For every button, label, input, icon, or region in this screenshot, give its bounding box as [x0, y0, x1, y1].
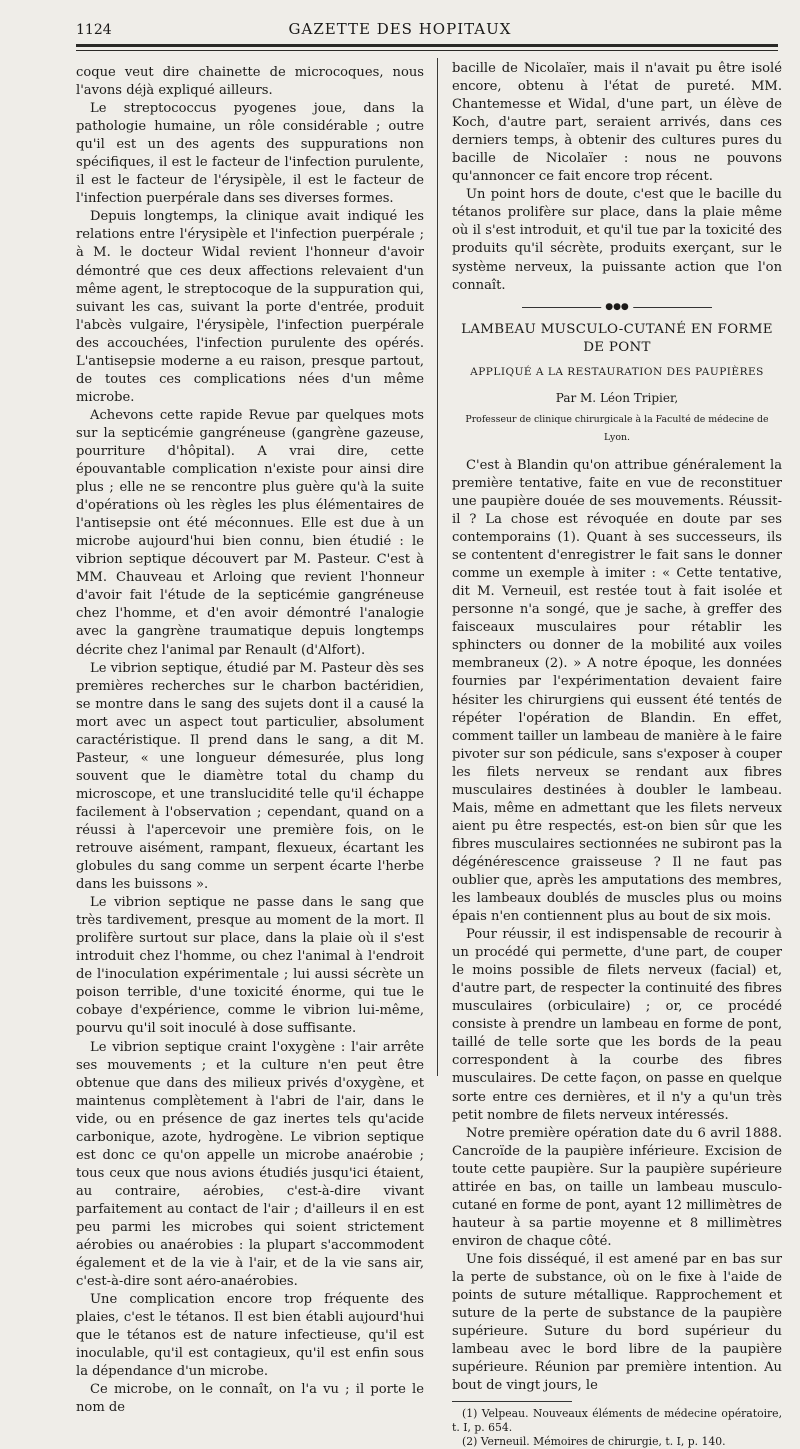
paragraph: Une complication encore trop fréquente des plaies, c'est le tétanos. Il est bien établi aujourd'hui que le tétanos est de nature infectieuse, qu'il est inoculable, qu'il est contagieux, qu'il est enfin sous la dépendance d'un microbe. — [76, 1292, 424, 1380]
ornament-glyph: ●●● — [601, 303, 633, 311]
paragraph: Le vibrion septique craint l'oxygène : l'air arrête ses mouvements ; et la culture n'en peut être obtenue que dans des milieux privés d'oxygène, et maintenus complètement à l'abri de l'air, dans le vide, ou en présence de gaz inertes tels qu'acide carbonique, azote, hydrogène. Le vibrion septique est donc ce qu'on appelle un microbe anaérobie ; tous ceux que nous avions étudiés jusqu'ici étaient, au contraire, aérobies, c'est-à-dire vivant parfaitement au contact de l'air ; d'ailleurs il en est peu parmi les microbes qui soient strictement aérobies ou anaérobies : la plupart s'accommodent également et de la vie à l'air, et de la vie sans air, c'est-à-dire sont aéro-anaérobies. — [76, 1039, 424, 1290]
page-number: 1124 — [76, 22, 112, 38]
paragraph: Pour réussir, il est indispensable de recourir à un procédé qui permette, d'une part, de couper le moins possible de filets nerveux (facial) et, d'autre part, de respecter la continuité des fibres musculaires (orbiculaire) ; or, ce procédé consiste à prendre un lambeau en forme de pont, taillé de telle sorte que les bords de la peau correspondent à la courbe des fibres musculaires. De cette façon, on passe en quelque sorte entre ces dernières, et il n'y a qu'un très petit nombre de filets nerveux intéressés. — [452, 927, 782, 1123]
article-author: Par M. Léon Tripier, — [555, 390, 679, 405]
header-rule-thin — [76, 50, 778, 51]
article-title: LAMBEAU MUSCULO-CUTANÉ EN FORME DE PONT — [461, 321, 773, 355]
header-rule-thick — [76, 44, 778, 47]
left-column — [76, 64, 424, 1418]
paragraph: Le vibrion septique ne passe dans le sang que très tardivement, presque au moment de la mort. Il prolifère surtout sur place, dans la plaie où il s'est introduit chez l'homme, ou chez l'animal à l'endroit de l'inoculation expérimentale ; lui aussi sécrète un poison terrible, d'une toxicité énorme, qui tue le cobaye d'expérience, comme le vibrion lui-même, pourvu qu'il soit inoculé à dose suffisante. — [76, 895, 424, 1037]
paragraph: Le vibrion septique, étudié par M. Pasteur dès ses premières recherches sur le charbon bactéridien, se montre dans le sang des sujets dont il a causé la mort avec un aspect tout particulier, absolument caractéristique. Il prend dans le sang, a dit M. Pasteur, « une longueur démesurée, plus long souvent que le diamètre total du champ du microscope, et une translucidité telle qu'il échappe facilement à l'observation ; cependant, quand on a réussi à l'apercevoir une première fois, on le retrouve aisément, rampant, flexueux, écartant les globules du sang comme un serpent écarte l'herbe dans les buissons ». — [76, 660, 424, 893]
paragraph: bacille de Nicolaïer, mais il n'avait pu être isolé encore, obtenu à l'état de pureté. MM. Chantemesse et Widal, d'une part, un élève de Koch, d'autre part, seraient arrivés, dans ces derniers temps, à obtenir des cultures pures du bacille de Nicolaïer : nous ne pouvons qu'annoncer ce fait encore trop récent. — [452, 61, 782, 185]
author-affiliation: Professeur de clinique chirurgicale à la Faculté de médecine de Lyon. — [465, 413, 769, 443]
paragraph: C'est à Blandin qu'on attribue généralement la première tentative, faite en vue de reconstituer une paupière douée de ses mouvements. Réussit-il ? La chose est révoquée en doute par ses contemporains (1). Quant à ses successeurs, ils se contentent d'enregistrer le fait sans le donner comme un exemple à imiter : « Cette tentative, dit M. Verneuil, est restée tout à fait isolée et personne n'a songé, que je sache, à greffer des faisceaux musculaires pour rétablir les sphincters ou donner de la mobilité aux voiles membraneux (2). » A notre époque, les données fournies par l'expérimentation devaient faire hésiter les chirurgiens qui eussent été tentés de répéter l'opération de Blandin. En effet, comment tailler un lambeau de manière à le faire pivoter sur son pédicule, sans s'exposer à couper les filets nerveux se rendant aux fibres musculaires destinées à doubler le lambeau. Mais, même en admettant que les filets nerveux aient pu être respectés, est-on bien sûr que les fibres musculaires sectionnées ne subiront pas la dégénérescence graisseuse ? Il ne faut pas oublier que, après les amputations des membres, les lambeaux doublés de muscles plus ou moins épais n'en contiennent plus au bout de six mois. — [452, 457, 782, 925]
article-subtitle: APPLIQUÉ A LA RESTAURATION DES PAUPIÈRES — [470, 365, 764, 378]
column-divider — [437, 58, 438, 1076]
footnote: (2) Verneuil. Mémoires de chirurgie, t. I, p. 140. — [462, 1435, 726, 1449]
paragraph: Un point hors de doute, c'est que le bacille du tétanos prolifère sur place, dans la plaie même où il s'est introduit, et qu'il tue par la toxicité des produits qu'il sécrète, produits exerçant, sur le système nerveux, la puissante action que l'on connaît. — [452, 187, 782, 293]
footnote-rule — [452, 1401, 572, 1402]
paragraph: Ce microbe, on le connaît, on l'a vu ; il porte le nom de — [76, 1382, 424, 1416]
paragraph: coque veut dire chainette de microcoques, nous l'avons déjà expliqué ailleurs. — [76, 65, 424, 99]
paragraph: Notre première opération date du 6 avril 1888. Cancroïde de la paupière inférieure. Excision de toute cette paupière. Sur la paupière supérieure attirée en bas, on taille un lambeau musculo-cutané en forme de pont, ayant 12 millimètres de hauteur à sa partie moyenne et 8 millimètres environ de chaque côté. — [452, 1125, 782, 1249]
paragraph: Achevons cette rapide Revue par quelques mots sur la septicémie gangréneuse (gangrène gazeuse, pourriture d'hôpital). A vrai dire, cette épouvantable complication n'existe pour ainsi dire plus ; elle ne se rencontre plus guère qu'à la suite d'opérations où les règles les plus élémentaires de l'antisepsie ont été méconnues. Elle est due à un microbe aujourd'hui bien connu, bien étudié : le vibrion septique découvert par M. Pasteur. C'est à MM. Chauveau et Arloing que revient l'honneur d'avoir fait l'étude de la septicémie gangréneuse chez l'homme, et d'en avoir démontré l'analogie avec la gangrène traumatique depuis longtemps décrite chez l'animal par Renault (d'Alfort). — [76, 407, 424, 658]
paragraph: Le streptococcus pyogenes joue, dans la pathologie humaine, un rôle considérable ; outre qu'il est un des agents des suppurations non spécifiques, il est le facteur de l'infection purulente, il est le facteur de l'érysipèle, il est le facteur de l'infection puerpérale dans ses diverses formes. — [76, 101, 424, 207]
right-column — [452, 60, 782, 1449]
paragraph: Une fois disséqué, il est amené par en bas sur la perte de substance, où on le fixe à l'aide de points de suture métallique. Rapprochement et suture de la perte de substance de la paupière supérieure. Suture du bord supérieur du lambeau avec le bord libre de la paupière supérieure. Réunion par première intention. Au bout de vingt jours, le — [452, 1251, 782, 1394]
paragraph: Depuis longtemps, la clinique avait indiqué les relations entre l'érysipèle et l'infection puerpérale ; à M. le docteur Widal revient l'honneur d'avoir démontré que ces deux affections relevaient d'un même agent, le streptocoque de la suppuration qui, suivant les cas, suivant la porte d'entrée, produit l'abcès vulgaire, l'érysipèle, l'infection puerpérale des accouchées, l'infection purulente des opérés. L'antisepsie moderne a eu raison, presque partout, de toutes ces complications nées d'un même microbe. — [76, 209, 424, 405]
footnote: (1) Velpeau. Nouveaux éléments de médecine opératoire, t. I, p. 654. — [452, 1407, 782, 1435]
section-ornament — [452, 303, 782, 311]
running-title: GAZETTE DES HOPITAUX — [288, 20, 512, 38]
